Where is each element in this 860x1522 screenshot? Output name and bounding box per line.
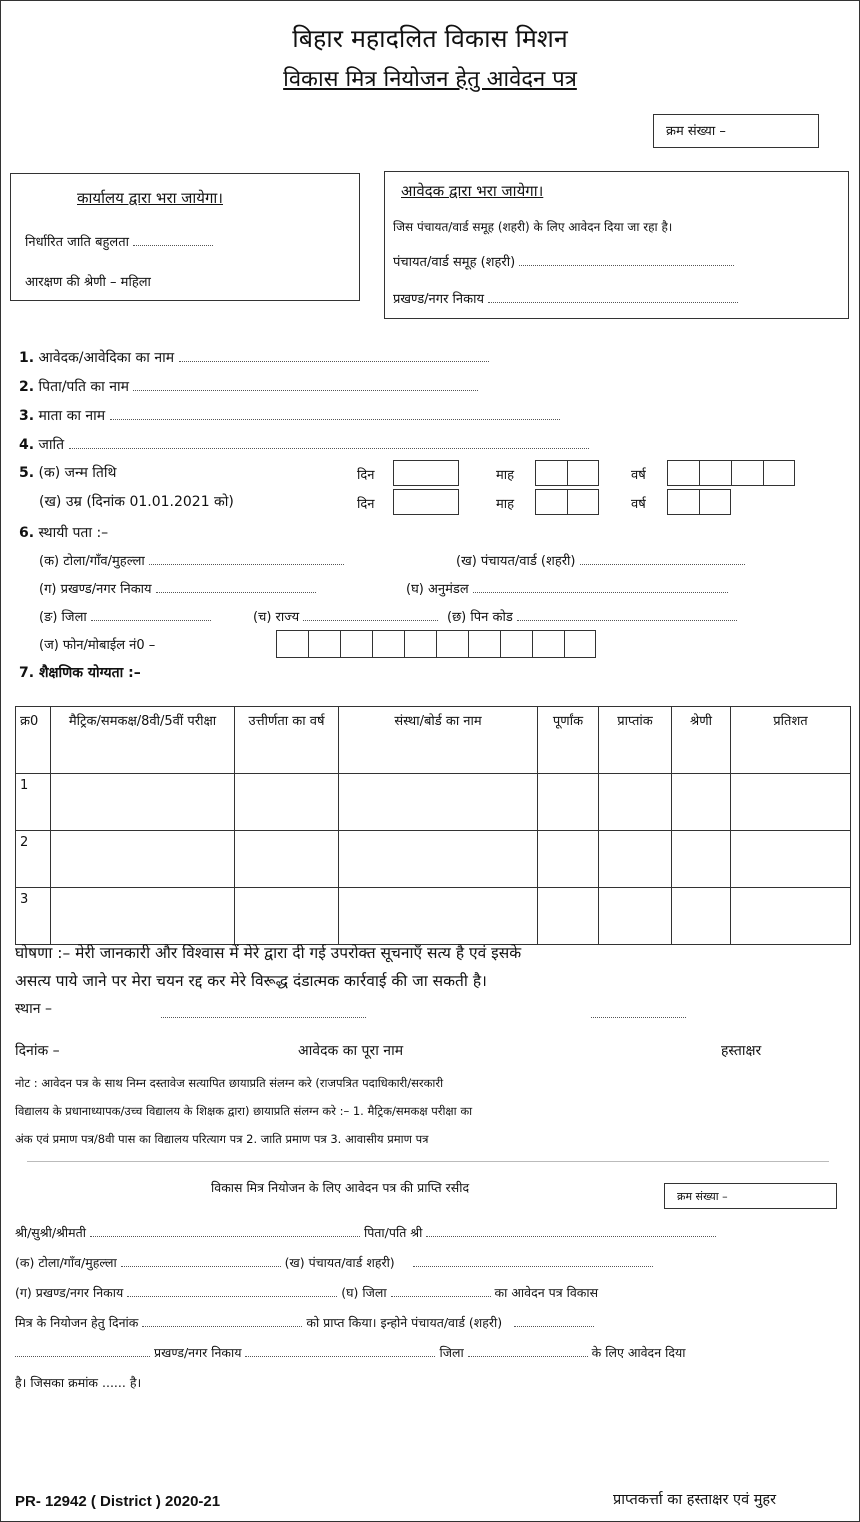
office-use-box [10, 173, 360, 301]
col-full-marks: पूर्णांक [538, 707, 599, 774]
applicant-fill-box [384, 171, 849, 319]
form-title: बिहार महादलित विकास मिशन [292, 24, 568, 53]
applicant-name-field[interactable]: 1. आवेदक/आवेदिका का नाम [19, 348, 489, 367]
subdivision-field[interactable]: (घ) अनुमंडल [406, 579, 728, 597]
row-number: 2 [16, 831, 51, 888]
father-husband-name-field[interactable]: 2. पिता/पति का नाम [19, 377, 478, 396]
signature-field[interactable] [591, 1003, 686, 1022]
receipt-line-6: है। जिसका क्रमांक ...... है। [15, 1375, 142, 1390]
footer-code: PR- 12942 ( District ) 2020-21 [15, 1493, 221, 1510]
education-table [15, 706, 851, 945]
table-row[interactable] [16, 774, 851, 831]
dob-day-boxes[interactable] [393, 460, 459, 486]
block-field[interactable]: (ग) प्रखण्ड/नगर निकाय [39, 579, 316, 597]
panchayat-ward-field[interactable]: पंचायत/वार्ड समूह (शहरी) [393, 252, 734, 270]
age-month-label: माह [496, 497, 515, 512]
place-field[interactable] [161, 1003, 366, 1022]
age-day-boxes[interactable] [393, 489, 459, 515]
dob-month-label: माह [496, 468, 515, 483]
row-number: 3 [16, 888, 51, 945]
receiver-signature-label: प्राप्तकर्त्ता का हस्ताक्षर एवं मुहर [613, 1492, 777, 1508]
place-label: स्थान – [15, 1001, 52, 1017]
age-year-label: वर्ष [631, 497, 646, 512]
dob-label: 5. (क) जन्म तिथि [19, 465, 117, 481]
mother-name-field[interactable]: 3. माता का नाम [19, 406, 560, 425]
age-day-label: दिन [357, 497, 375, 512]
receipt-line-1[interactable]: श्री/सुश्री/श्रीमती पिता/पति श्री [15, 1224, 716, 1241]
block-municipal-field[interactable]: प्रखण्ड/नगर निकाय [393, 289, 738, 307]
dob-year-label: वर्ष [631, 468, 646, 483]
col-division: श्रेणी [672, 707, 731, 774]
full-name-label: आवेदक का पूरा नाम [298, 1043, 404, 1059]
applicant-box-heading: आवेदक द्वारा भरा जायेगा। [401, 182, 544, 200]
col-percentage: प्रतिशत [731, 707, 851, 774]
table-header-row [16, 707, 851, 774]
col-year: उत्तीर्णता का वर्ष [235, 707, 339, 774]
table-row[interactable] [16, 831, 851, 888]
col-exam: मैट्रिक/समकक्ष/8वी/5वीं परीक्षा [51, 707, 235, 774]
receipt-line-2[interactable]: (क) टोला/गाँव/मुहल्ला (ख) पंचायत/वार्ड शहरी) [15, 1254, 653, 1271]
age-year-boxes[interactable] [667, 489, 731, 515]
receipt-serial-box[interactable]: क्रम संख्या – [664, 1183, 837, 1209]
table-row[interactable] [16, 888, 851, 945]
col-serial: क्र0 [16, 707, 51, 774]
serial-number-box[interactable]: क्रम संख्या – [653, 114, 819, 148]
age-label: (ख) उम्र (दिनांक 01.01.2021 को) [39, 494, 234, 510]
divider [27, 1161, 829, 1162]
permanent-address-label: 6. स्थायी पता :– [19, 525, 109, 541]
row-number: 1 [16, 774, 51, 831]
state-field[interactable]: (च) राज्य [253, 607, 438, 625]
village-field[interactable]: (क) टोला/गाँव/मुहल्ला [39, 551, 344, 569]
caste-field[interactable]: 4. जाति [19, 435, 589, 454]
form-subtitle: विकास मित्र नियोजन हेतु आवेदन पत्र [283, 67, 577, 92]
mobile-number-boxes[interactable] [276, 652, 596, 658]
caste-majority-label: निर्धारित जाति बहुलता [25, 232, 213, 250]
note-line-2: विद्यालय के प्रधानाध्यापक/उच्च विद्यालय के शिक्षक द्वारा) छायाप्रति संलग्न करे :– 1. मैट्रिक/समकक्ष परीक्षा का [15, 1104, 473, 1118]
dob-year-boxes[interactable] [667, 460, 795, 486]
receipt-title: विकास मित्र नियोजन के लिए आवेदन पत्र की प्राप्ति रसीद [211, 1180, 470, 1195]
office-box-heading: कार्यालय द्वारा भरा जायेगा। [77, 189, 223, 207]
pincode-field[interactable]: (छ) पिन कोड [447, 607, 737, 625]
panchayat-group-note: जिस पंचायत/वार्ड समूह (शहरी) के लिए आवेदन दिया जा रहा है। [393, 220, 673, 234]
declaration-line-2: असत्य पाये जाने पर मेरा चयन रद्द कर मेरे विरूद्ध दंडात्मक कार्रवाई की जा सकती है। [15, 972, 487, 990]
district-field[interactable]: (ङ) जिला [39, 607, 211, 625]
date-label: दिनांक – [15, 1043, 60, 1059]
age-month-boxes[interactable] [535, 489, 599, 515]
reservation-category-label: आरक्षण की श्रेणी – महिला [25, 275, 151, 290]
panchayat-field[interactable]: (ख) पंचायत/वार्ड (शहरी) [456, 551, 745, 569]
signature-label: हस्ताक्षर [721, 1043, 762, 1059]
receipt-line-4[interactable]: मित्र के नियोजन हेतु दिनांक को प्राप्त किया। इन्होने पंचायत/वार्ड (शहरी) [15, 1314, 594, 1331]
note-line-3: अंक एवं प्रमाण पत्र/8वी पास का विद्यालय परित्याग पत्र 2. जाति प्रमाण पत्र 3. आवासीय प्रमाण पत्र [15, 1132, 429, 1146]
dob-month-boxes[interactable] [535, 460, 599, 486]
note-line-1: नोट : आवेदन पत्र के साथ निम्न दस्तावेज सत्यापित छायाप्रति संलग्न करे (राजपत्रित पदाधिकारी/सरकारी [15, 1076, 444, 1090]
education-label: 7. शैक्षणिक योग्यता :– [19, 665, 141, 681]
declaration-line-1: घोषणा :– मेरी जानकारी और विश्वास में मेरे द्वारा दी गई उपरोक्त सूचनाएँ सत्य है एवं इसके [15, 944, 522, 962]
mobile-label: (ज) फोन/मोबाईल नं0 – [39, 638, 156, 653]
dob-day-label: दिन [357, 468, 375, 483]
receipt-line-5[interactable]: प्रखण्ड/नगर निकाय जिला के लिए आवेदन दिया [15, 1344, 685, 1361]
col-obtained-marks: प्राप्तांक [599, 707, 672, 774]
col-institution: संस्था/बोर्ड का नाम [339, 707, 538, 774]
receipt-line-3[interactable]: (ग) प्रखण्ड/नगर निकाय (घ) जिला का आवेदन पत्र विकास [15, 1285, 599, 1300]
